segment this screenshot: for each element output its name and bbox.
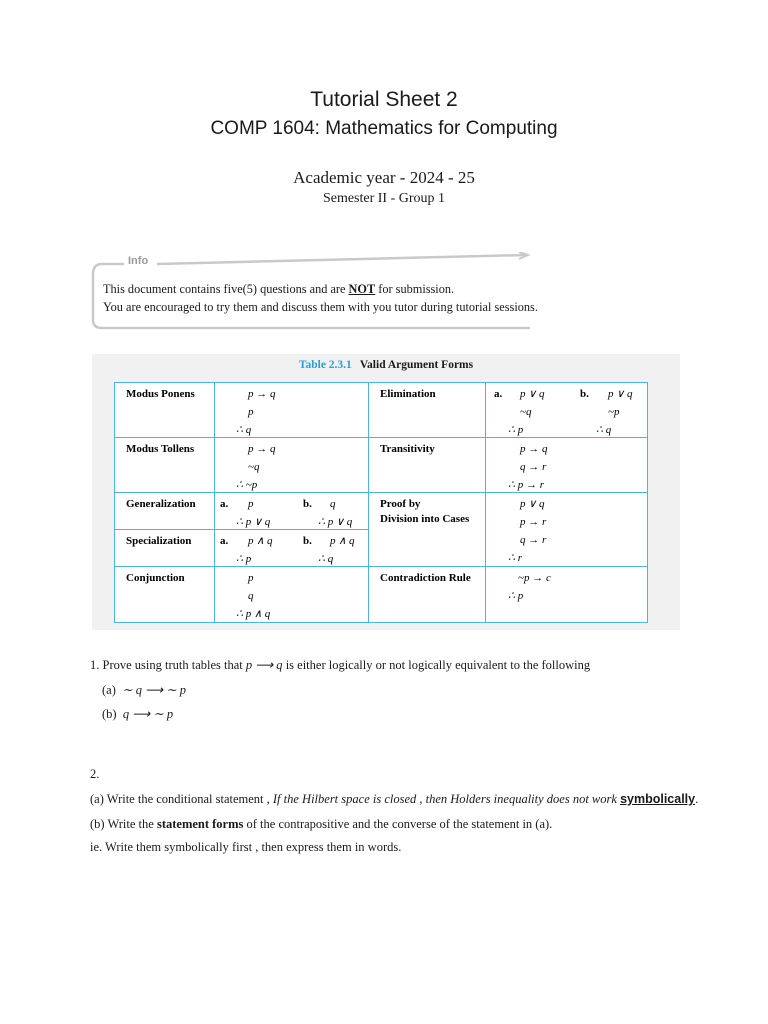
mp-line-3: ∴ q (236, 424, 252, 436)
cases-line-4: ∴ r (508, 552, 523, 564)
row-label-modus-ponens: Modus Ponens (126, 388, 195, 400)
elim-b-line-1: p ∨ q (608, 388, 633, 400)
elim-b-line-3: ∴ q (596, 424, 612, 436)
question-2b: (b) Write the statement forms of the contrapositive and the converse of the statement in (a). (90, 817, 553, 831)
row-label-proof-by: Proof by (380, 498, 421, 510)
gen-b-mark: b. (303, 498, 312, 510)
question-2-number: 2. (90, 767, 100, 781)
cases-line-2: p → r (520, 516, 547, 528)
row-label-specialization: Specialization (126, 535, 192, 547)
trans-line-1: p → q (520, 443, 548, 455)
row-label-contradiction-rule: Contradiction Rule (380, 572, 471, 584)
academic-year: Academic year - 2024 - 25 (293, 168, 475, 187)
spec-a-mark: a. (220, 535, 229, 547)
trans-line-2: q → r (520, 461, 547, 473)
gen-a-mark: a. (220, 498, 229, 510)
semester-group: Semester II - Group 1 (322, 191, 446, 206)
argument-forms-table (114, 382, 648, 624)
row-label-transitivity: Transitivity (380, 443, 435, 455)
page-title: Tutorial Sheet 2 (310, 88, 458, 111)
gen-a-line-1: p (248, 498, 254, 510)
spec-b-line-1: p ∧ q (330, 535, 355, 547)
mp-line-2: p (248, 406, 254, 418)
symbolically-emphasis: symbolically (620, 792, 696, 806)
question-2c: ie. Write them symbolically first , then express them in words. (90, 840, 402, 854)
question-1: 1. Prove using truth tables that p ⟶ q is either logically or not logically equivalent to the following (90, 658, 591, 672)
row-label-generalization: Generalization (126, 498, 196, 510)
spec-b-mark: b. (303, 535, 312, 547)
info-line-1: This document contains five(5) questions and are NOT for submission. (103, 282, 455, 296)
conj-line-2: q (248, 590, 254, 602)
cases-line-1: p ∨ q (520, 498, 545, 510)
q1-math: p ⟶ q (245, 658, 283, 672)
row-label-modus-tollens: Modus Tollens (126, 443, 195, 455)
mt-line-1: p → q (248, 443, 276, 455)
cases-line-3: q → r (520, 534, 547, 546)
elim-a-mark: a. (494, 388, 503, 400)
question-1a: (a) ∼ q ⟶ ∼ p (102, 683, 186, 697)
info-line-2: You are encouraged to try them and discuss them with you tutor during tutorial sessions. (103, 300, 538, 314)
elim-b-mark: b. (580, 388, 589, 400)
row-label-division-into-cases: Division into Cases (380, 513, 470, 525)
table-caption: Table 2.3.1 Valid Argument Forms (298, 359, 474, 371)
conj-line-1: p (248, 572, 254, 584)
row-label-conjunction: Conjunction (126, 572, 185, 584)
info-label: Info (128, 255, 149, 267)
question-1b: (b) q ⟶ ∼ p (102, 707, 174, 721)
contra-line-1: ~p → c (518, 572, 551, 584)
course-title: COMP 1604: Mathematics for Computing (210, 118, 558, 139)
mp-line-1: p → q (248, 388, 276, 400)
contra-line-2: ∴ p (508, 590, 524, 602)
conj-line-3: ∴ p ∧ q (236, 608, 271, 620)
spec-a-line-1: p ∧ q (248, 535, 273, 547)
elim-a-line-1: p ∨ q (520, 388, 545, 400)
gen-b-line-1: q (330, 498, 336, 510)
spec-a-line-2: ∴ p (236, 553, 252, 565)
argument-forms-figure (92, 354, 680, 630)
not-emphasis: NOT (348, 282, 376, 296)
gen-b-line-2: ∴ p ∨ q (318, 516, 353, 528)
mt-line-2: ~q (248, 461, 260, 473)
question-2a: (a) Write the conditional statement , If the Hilbert space is closed , then Holders inequality does not work symbolically. (90, 792, 699, 806)
elim-a-line-3: ∴ p (508, 424, 524, 436)
row-label-elimination: Elimination (380, 388, 436, 400)
mt-line-3: ∴ ~p (236, 479, 258, 491)
gen-a-line-2: ∴ p ∨ q (236, 516, 271, 528)
elim-a-line-2: ~q (520, 406, 532, 418)
info-callout (90, 252, 540, 332)
trans-line-3: ∴ p → r (508, 479, 545, 491)
spec-b-line-2: ∴ q (318, 553, 334, 565)
elim-b-line-2: ~p (608, 406, 620, 418)
